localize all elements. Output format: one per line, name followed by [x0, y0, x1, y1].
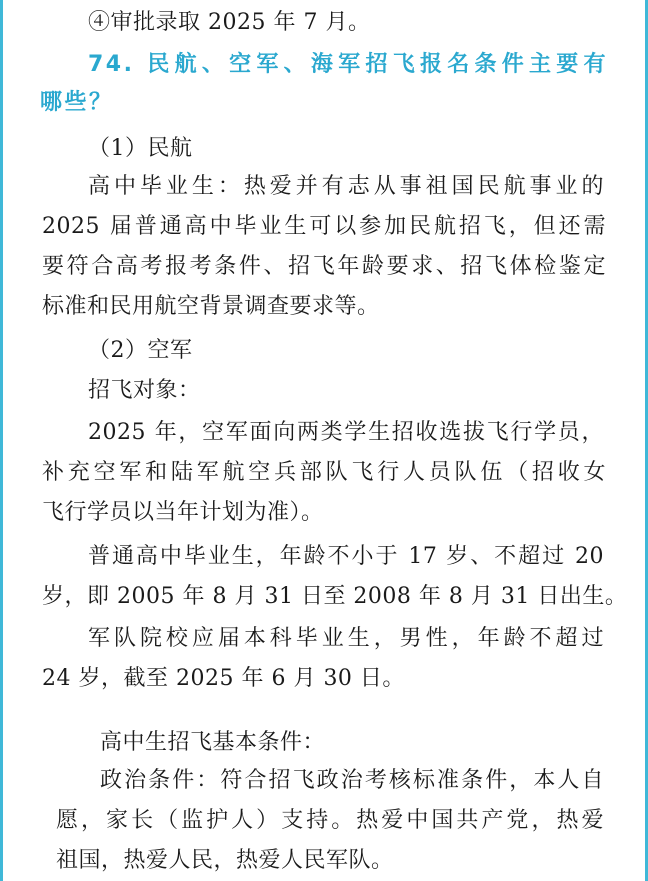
air-force-paragraph-line-3: 飞行学员以当年计划为准）。	[42, 500, 324, 525]
basic-conditions-label: 高中生招飞基本条件：	[100, 730, 326, 755]
political-conditions-line-3: 祖国，热爱人民，热爱人民军队。	[56, 848, 394, 873]
high-school-age-line-1: 普通高中毕业生，年龄不小于 17 岁、不超过 20	[88, 544, 604, 569]
political-conditions-line-2: 愿，家长（监护人）支持。热爱中国共产党，热爱	[56, 808, 604, 833]
civil-paragraph-line-4: 标准和民用航空背景调查要求等。	[42, 294, 380, 319]
graduate-age-line-1: 军队院校应届本科毕业生，男性，年龄不超过	[88, 626, 604, 651]
section-civil-aviation-label: （1）民航	[88, 136, 193, 161]
graduate-age-line-2: 24 岁，截至 2025 年 6 月 30 日。	[42, 666, 405, 691]
step-approval-line: ④审批录取 2025 年 7 月。	[88, 10, 371, 35]
political-conditions-line-1: 政治条件：符合招飞政治考核标准条件，本人自	[100, 768, 604, 793]
civil-paragraph-line-3: 要符合高考报考条件、招飞年龄要求、招飞体检鉴定	[42, 254, 606, 279]
civil-paragraph-line-2: 2025 届普通高中毕业生可以参加民航招飞，但还需	[42, 214, 606, 239]
question-74-heading: 74. 民航、空军、海军招飞报名条件主要有	[88, 52, 608, 77]
high-school-age-line-2: 岁，即 2005 年 8 月 31 日至 2008 年 8 月 31 日出生。	[42, 584, 628, 609]
section-air-force-label: （2）空军	[88, 338, 193, 363]
air-force-paragraph-line-1: 2025 年，空军面向两类学生招收选拔飞行学员，	[88, 420, 604, 445]
question-74-heading-cont: 哪些？	[40, 90, 114, 115]
air-force-paragraph-line-2: 补充空军和陆军航空兵部队飞行人员队伍（招收女	[42, 460, 606, 485]
civil-paragraph-line-1: 高中毕业生：热爱并有志从事祖国民航事业的	[88, 174, 604, 199]
recruit-target-label: 招飞对象：	[88, 378, 201, 403]
left-border	[0, 0, 3, 881]
